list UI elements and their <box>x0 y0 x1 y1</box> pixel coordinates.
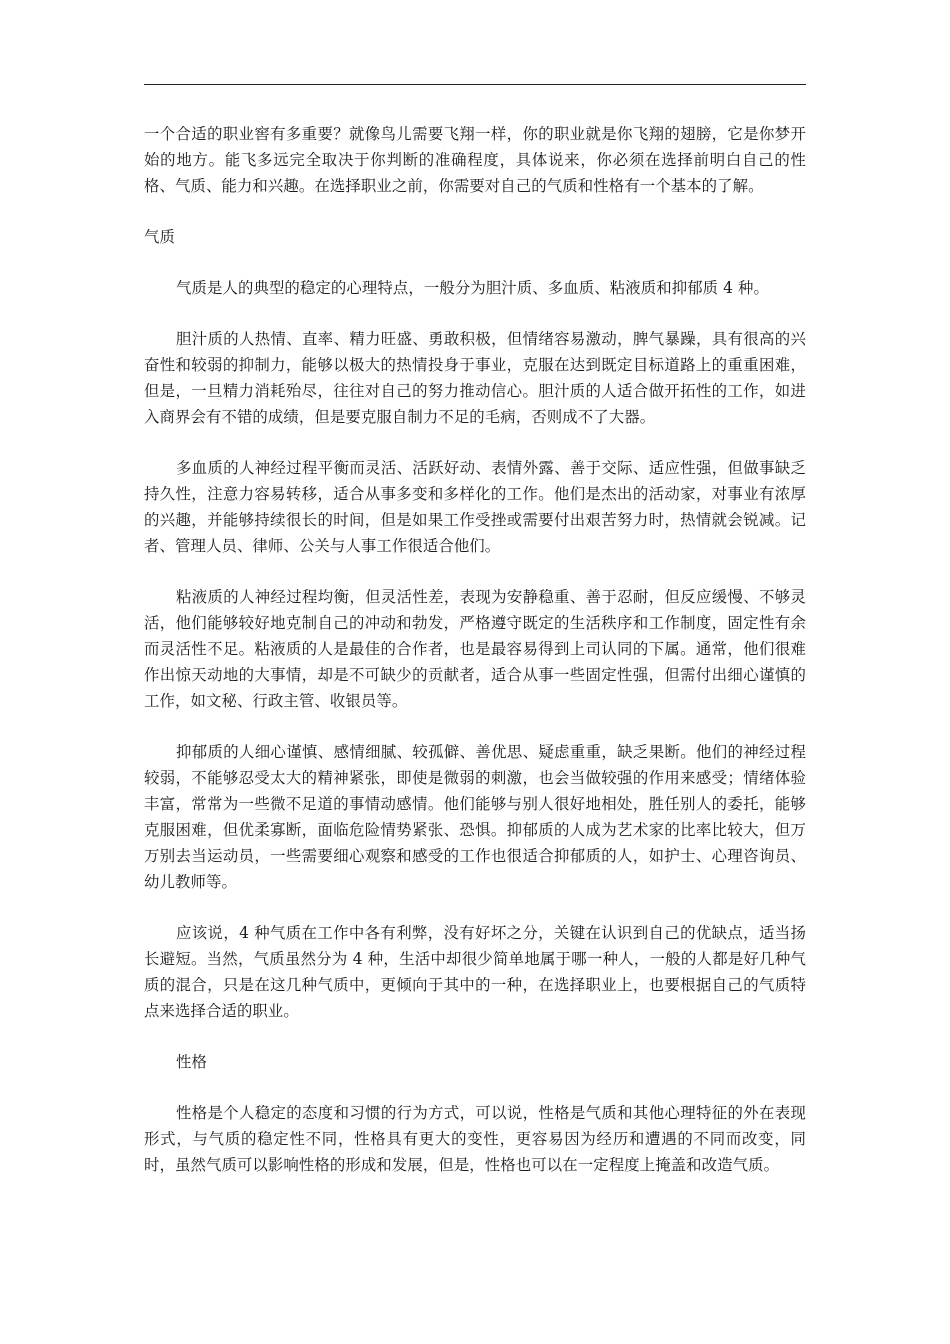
header-rule <box>144 84 806 85</box>
document-body <box>144 121 806 1203</box>
intro-paragraph: 一个合适的职业窖有多重要？就像鸟儿需要飞翔一样，你的职业就是你飞翔的翅膀，它是你梦开始的地方。能飞多远完全取决于你判断的准确程度，具体说来，你必须在选择前明白自己的性格、气质、能力和兴趣。在选择职业之前，你需要对自己的气质和性格有一个基本的了解。 <box>144 125 806 195</box>
paragraph-personality-definition: 性格是个人稳定的态度和习惯的行为方式，可以说，性格是气质和其他心理特征的外在表现形式，与气质的稳定性不同，性格具有更大的变性，更容易因为经历和遭遇的不同而改变，同时，虽然气质可以影响性格的形成和发展，但是，性格也可以在一定程度上掩盖和改造气质。 <box>144 1104 806 1174</box>
paragraph-choleric: 胆汁质的人热情、直率、精力旺盛、勇敢积极，但情绪容易激动，脾气暴躁，具有很高的兴奋性和较弱的抑制力，能够以极大的热情投身于事业，克服在达到既定目标道路上的重重困难，但是，一旦精力消耗殆尽，往往对自己的努力推动信心。胆汁质的人适合做开拓性的工作，如进入商界会有不错的成绩，但是要克服自制力不足的毛病，否则成不了大器。 <box>144 330 806 426</box>
section-heading-temperament: 气质 <box>144 228 175 246</box>
paragraph-melancholic: 抑郁质的人细心谨慎、感情细腻、较孤僻、善优思、疑虑重重，缺乏果断。他们的神经过程较弱，不能够忍受太大的精神紧张，即使是微弱的刺激，也会当做较强的作用来感受；情绪体验丰富，常常为一些微不足道的事情动感情。他们能够与别人很好地相处，胜任别人的委托，能够克服困难，但优柔寡断，面临危险情势紧张、恐惧。抑郁质的人成为艺术家的比率比较大，但万万别去当运动员，一些需要细心观察和感受的工作也很适合抑郁质的人，如护士、心理咨询员、幼儿教师等。 <box>144 743 806 891</box>
paragraph-temperament-summary: 应该说，4 种气质在工作中各有利弊，没有好坏之分，关键在认识到自己的优缺点，适当扬长避短。当然，气质虽然分为 4 种，生活中却很少简单地属于哪一种人，一般的人都是好几种气质的混合，只是在这几种气质中，更倾向于其中的一种，在选择职业上，也要根据自己的气质特点来选择合适的职业。 <box>144 924 806 1020</box>
paragraph-temperament-definition: 气质是人的典型的稳定的心理特点，一般分为胆汁质、多血质、粘液质和抑郁质 4 种。 <box>176 279 770 297</box>
section-heading-personality: 性格 <box>176 1053 207 1071</box>
paragraph-phlegmatic: 粘液质的人神经过程均衡，但灵活性差，表现为安静稳重、善于忍耐，但反应缓慢、不够灵活，他们能够较好地克制自己的冲动和勃发，严格遵守既定的生活秩序和工作制度，固定性有余而灵活性不足。粘液质的人是最佳的合作者，也是最容易得到上司认同的下属。通常，他们很难作出惊天动地的大事情，却是不可缺少的贡献者，适合从事一些固定性强，但需付出细心谨慎的工作，如文秘、行政主管、收银员等。 <box>144 588 806 710</box>
paragraph-sanguine: 多血质的人神经过程平衡而灵活、活跃好动、表情外露、善于交际、适应性强，但做事缺乏持久性，注意力容易转移，适合从事多变和多样化的工作。他们是杰出的活动家，对事业有浓厚的兴趣，并能够持续很长的时间，但是如果工作受挫或需要付出艰苦努力时，热情就会锐减。记者、管理人员、律师、公关与人事工作很适合他们。 <box>144 459 806 555</box>
